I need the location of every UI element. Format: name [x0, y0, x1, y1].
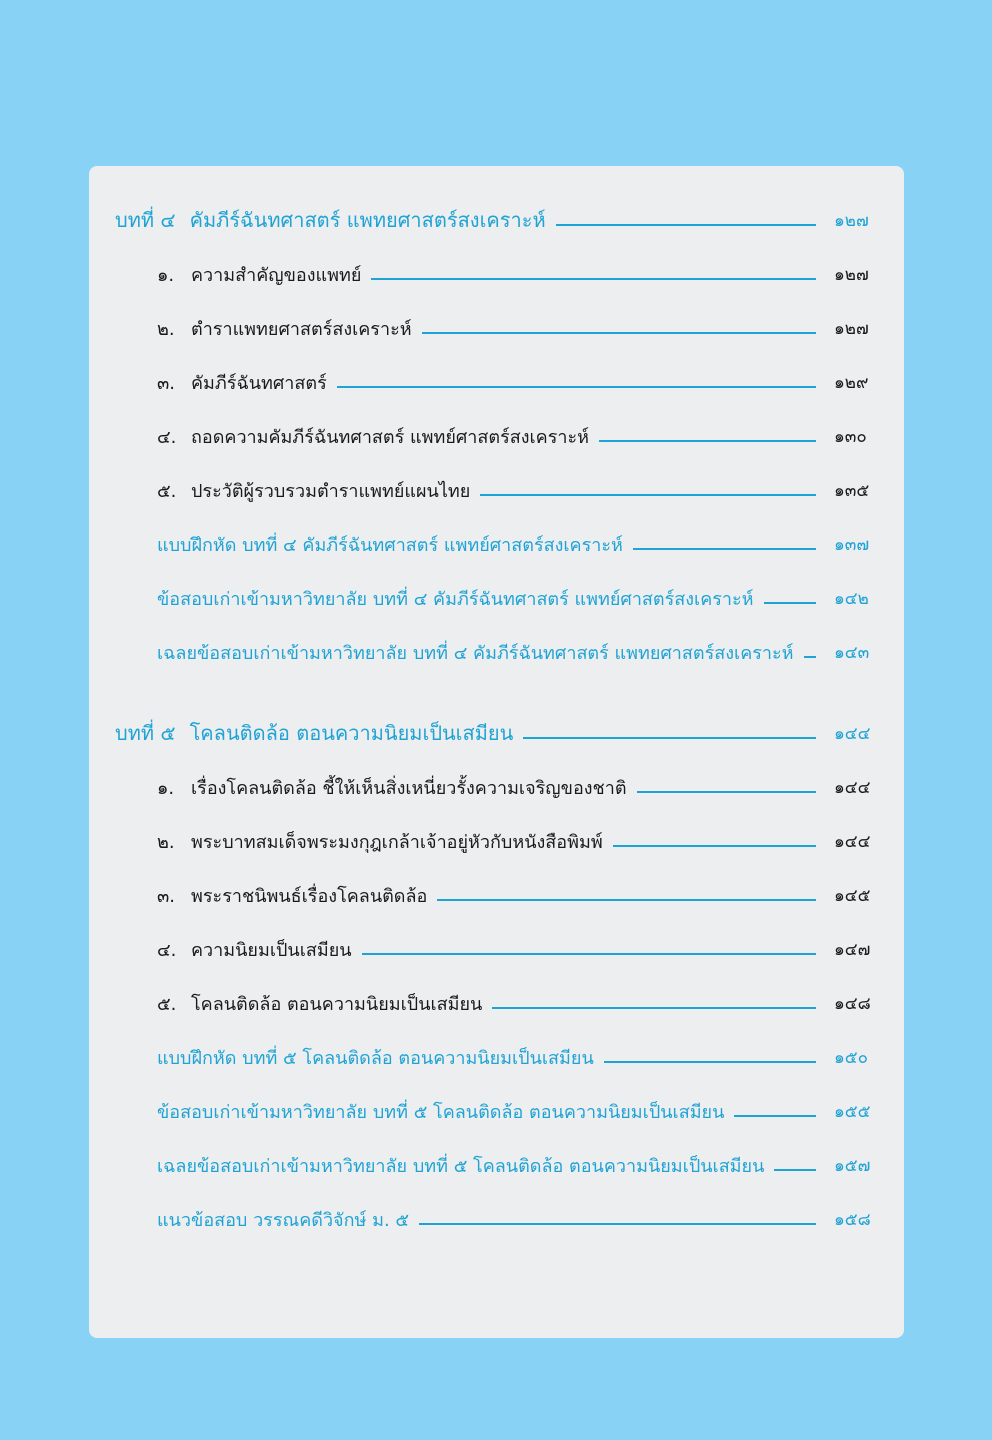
entry-title: ข้อสอบเก่าเข้ามหาวิทยาลัย บทที่ ๔ คัมภีร์ฉันทศาสตร์ แพทย์ศาสตร์สงเคราะห์ [157, 588, 754, 610]
toc-entry[interactable] [89, 517, 904, 571]
entry-number: ๔. [157, 426, 177, 448]
entry-number: ๕. [157, 993, 177, 1015]
entry-number: บทที่ ๔ [115, 208, 176, 232]
entry-number: ๑. [157, 264, 175, 286]
table-of-contents [89, 193, 904, 1246]
entry-title: แบบฝึกหัด บทที่ ๕ โคลนติดล้อ ตอนความนิยมเป็นเสมียน [157, 1047, 594, 1069]
leader-line [337, 386, 816, 388]
toc-entry[interactable] [89, 301, 904, 355]
toc-chapter-heading[interactable] [89, 706, 904, 760]
leader-line [362, 953, 816, 955]
page-number: ๑๔๘ [834, 993, 871, 1014]
page-number: ๑๒๗ [834, 264, 869, 285]
leader-line [492, 1007, 816, 1009]
entry-number: ๓. [157, 372, 176, 394]
leader-line [613, 845, 816, 847]
entry-title: ประวัติผู้รวบรวมตำราแพทย์แผนไทย [191, 480, 471, 502]
page-number: ๑๕๗ [834, 1155, 871, 1176]
toc-entry[interactable] [89, 1192, 904, 1246]
toc-panel [89, 166, 904, 1338]
page-number: ๑๒๙ [834, 372, 869, 393]
page-number: ๑๓๐ [834, 426, 867, 447]
entry-title: โคลนติดล้อ ตอนความนิยมเป็นเสมียน [191, 993, 483, 1015]
toc-entry[interactable] [89, 409, 904, 463]
entry-title: พระบาทสมเด็จพระมงกุฎเกล้าเจ้าอยู่หัวกับหนังสือพิมพ์ [191, 831, 603, 853]
entry-number: ๓. [157, 885, 176, 907]
entry-title: ข้อสอบเก่าเข้ามหาวิทยาลัย บทที่ ๕ โคลนติดล้อ ตอนความนิยมเป็นเสมียน [157, 1101, 725, 1123]
toc-entry[interactable] [89, 571, 904, 625]
leader-line [419, 1223, 816, 1225]
entry-title: พระราชนิพนธ์เรื่องโคลนติดล้อ [191, 885, 428, 907]
entry-number: ๒. [157, 831, 175, 853]
toc-entry[interactable] [89, 922, 904, 976]
page-number: ๑๔๕ [834, 885, 871, 906]
toc-entry[interactable] [89, 1084, 904, 1138]
toc-entry[interactable] [89, 355, 904, 409]
page-number: ๑๕๐ [834, 1047, 869, 1068]
entry-title: เฉลยข้อสอบเก่าเข้ามหาวิทยาลัย บทที่ ๔ คัมภีร์ฉันทศาสตร์ แพทยศาสตร์สงเคราะห์ [157, 642, 794, 664]
leader-line [734, 1115, 816, 1117]
leader-line [480, 494, 816, 496]
leader-line [764, 602, 816, 604]
page-number: ๑๔๔ [834, 777, 871, 798]
leader-line [633, 548, 816, 550]
toc-entry[interactable] [89, 814, 904, 868]
toc-entry[interactable] [89, 760, 904, 814]
entry-title: ถอดความคัมภีร์ฉันทศาสตร์ แพทย์ศาสตร์สงเคราะห์ [191, 426, 590, 448]
entry-title: คัมภีร์ฉันทศาสตร์ แพทยศาสตร์สงเคราะห์ [189, 208, 546, 232]
leader-line [437, 899, 816, 901]
leader-line [637, 791, 816, 793]
toc-entry[interactable] [89, 625, 904, 679]
entry-title: คัมภีร์ฉันทศาสตร์ [191, 372, 327, 394]
page-number: ๑๕๘ [834, 1209, 871, 1230]
page-number: ๑๔๔ [834, 831, 871, 852]
page-number: ๑๒๗ [834, 210, 869, 231]
toc-entry[interactable] [89, 463, 904, 517]
entry-title: แนวข้อสอบ วรรณคดีวิจักษ์ ม. ๕ [157, 1209, 410, 1231]
leader-line [804, 656, 816, 658]
entry-number: ๔. [157, 939, 177, 961]
page-number: ๑๓๗ [834, 534, 870, 555]
entry-number: ๑. [157, 777, 175, 799]
leader-line [599, 440, 816, 442]
leader-line [422, 332, 816, 334]
leader-line [774, 1169, 816, 1171]
leader-line [604, 1061, 816, 1063]
toc-entry[interactable] [89, 1138, 904, 1192]
entry-title: เรื่องโคลนติดล้อ ชี้ให้เห็นสิ่งเหนี่ยวรั้งความเจริญของชาติ [191, 777, 627, 799]
page-number: ๑๕๕ [834, 1101, 871, 1122]
page-number: ๑๒๗ [834, 318, 869, 339]
toc-entry[interactable] [89, 1030, 904, 1084]
entry-number: ๒. [157, 318, 175, 340]
entry-title: เฉลยข้อสอบเก่าเข้ามหาวิทยาลัย บทที่ ๕ โคลนติดล้อ ตอนความนิยมเป็นเสมียน [157, 1155, 765, 1177]
entry-title: ความนิยมเป็นเสมียน [191, 939, 352, 961]
toc-entry[interactable] [89, 976, 904, 1030]
page-number: ๑๔๗ [834, 939, 871, 960]
entry-title: ตำราแพทยศาสตร์สงเคราะห์ [191, 318, 412, 340]
entry-number: บทที่ ๕ [115, 721, 176, 745]
toc-chapter-heading[interactable] [89, 193, 904, 247]
leader-line [523, 737, 816, 739]
page-number: ๑๓๕ [834, 480, 870, 501]
page-number: ๑๔๓ [834, 642, 870, 663]
entry-number: ๕. [157, 480, 177, 502]
page-number: ๑๔๒ [834, 588, 869, 609]
entry-title: ความสำคัญของแพทย์ [191, 264, 362, 286]
page-number: ๑๔๔ [834, 723, 871, 744]
toc-entry[interactable] [89, 247, 904, 301]
entry-title: แบบฝึกหัด บทที่ ๔ คัมภีร์ฉันทศาสตร์ แพทย์ศาสตร์สงเคราะห์ [157, 534, 623, 556]
leader-line [371, 278, 816, 280]
entry-title: โคลนติดล้อ ตอนความนิยมเป็นเสมียน [189, 721, 514, 745]
leader-line [556, 224, 816, 226]
toc-entry[interactable] [89, 868, 904, 922]
